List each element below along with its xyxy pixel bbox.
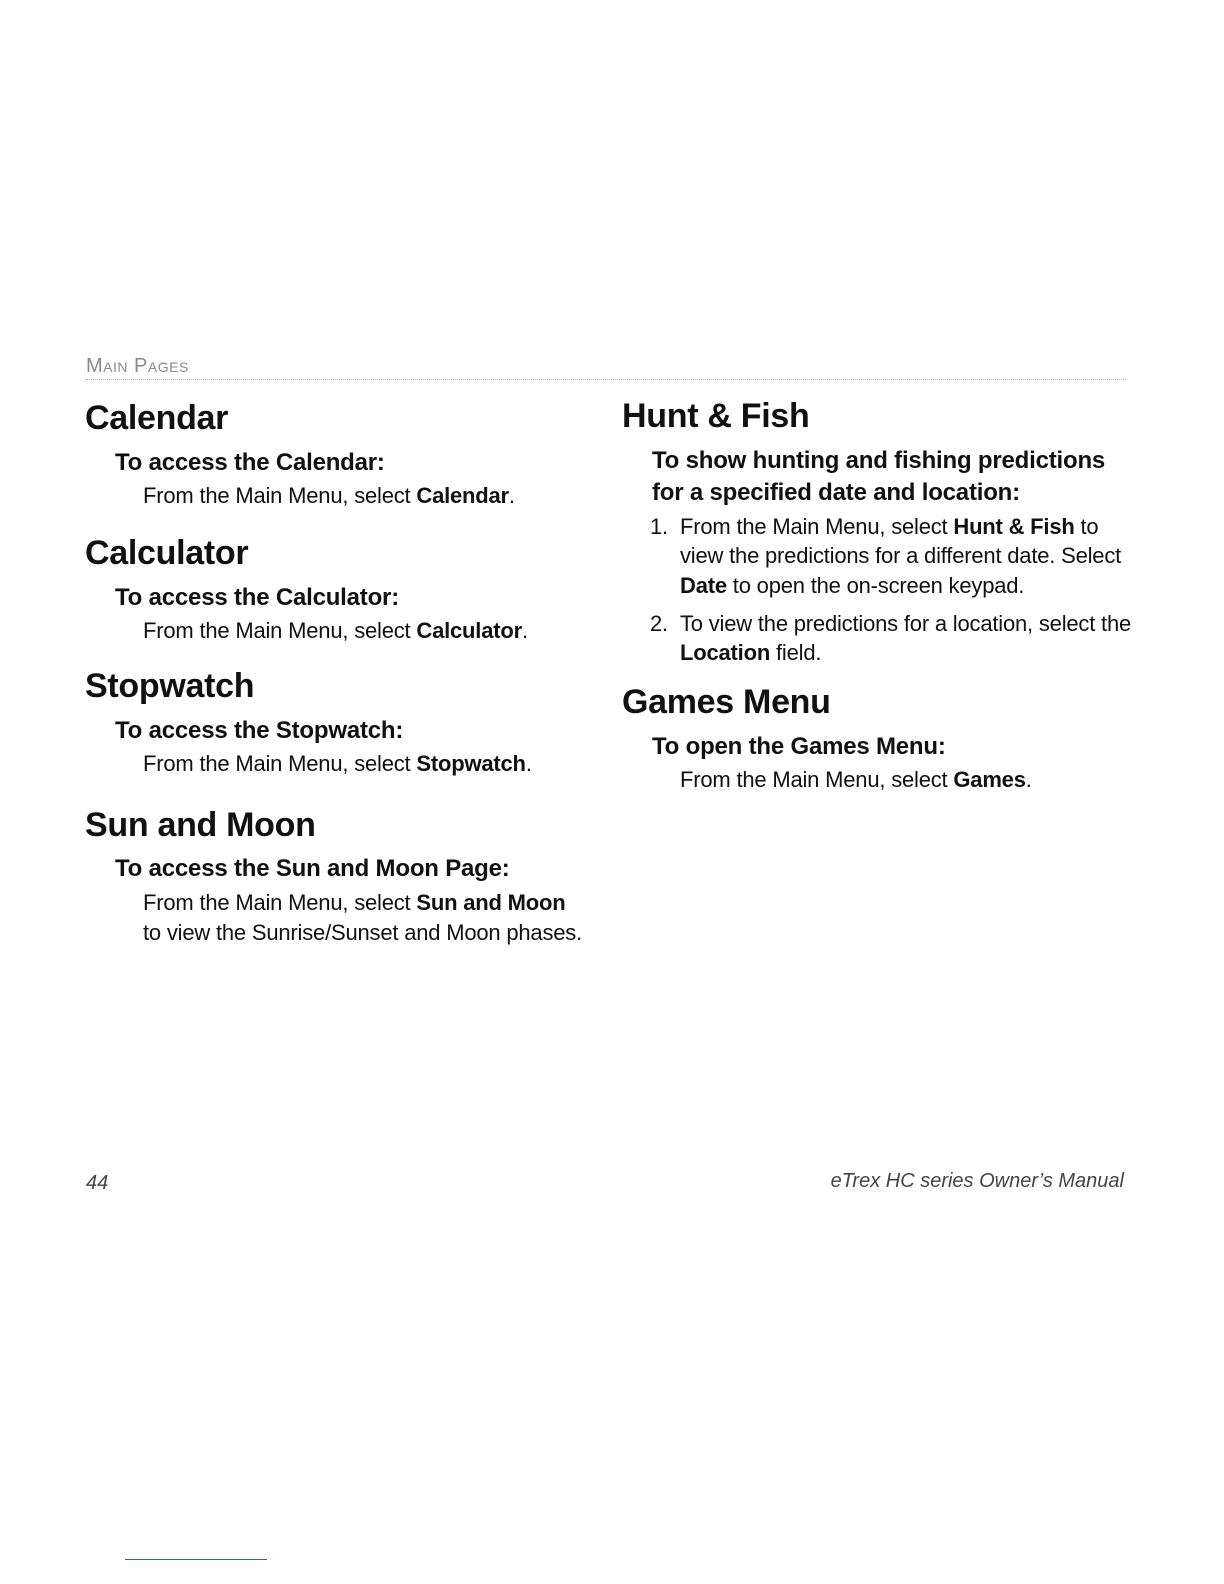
sun-moon-subheading: To access the Sun and Moon Page: <box>115 855 510 883</box>
sun-moon-section <box>85 805 585 948</box>
hunt-fish-section <box>622 396 1137 668</box>
calculator-heading: Calculator <box>85 533 249 572</box>
stopwatch-instructions: From the Main Menu, select Stopwatch. <box>143 750 532 776</box>
stopwatch-subheading: To access the Stopwatch: <box>115 716 404 744</box>
games-instructions: From the Main Menu, select Games. <box>680 767 1032 793</box>
sun-moon-heading: Sun and Moon <box>85 805 316 844</box>
games-section <box>622 682 1137 795</box>
header-divider <box>86 379 1126 380</box>
calendar-section <box>85 398 585 511</box>
running-head: Main Pages <box>86 355 189 377</box>
hunt-fish-heading: Hunt & Fish <box>622 397 810 435</box>
calendar-heading: Calendar <box>85 399 229 437</box>
right-column <box>622 396 1137 813</box>
sun-moon-instructions: From the Main Menu, select Sun and Moon to view the Sunrise/Sunset and Moon phases. <box>143 889 583 945</box>
hunt-fish-steps <box>650 512 1137 668</box>
list-item: 1. From the Main Menu, select Hunt & Fish to view the predictions for a different date. Select Date to open the on-screen keypad. <box>650 513 1122 598</box>
games-subheading: To open the Games Menu: <box>652 732 946 760</box>
page-number: 44 <box>86 1172 109 1194</box>
stopwatch-section <box>85 666 585 779</box>
bottom-divider <box>125 1559 267 1560</box>
calculator-subheading: To access the Calculator: <box>115 583 399 611</box>
list-item: 2. To view the predictions for a location, select the Location field. <box>650 610 1132 666</box>
calculator-instructions: From the Main Menu, select Calculator. <box>143 618 528 644</box>
manual-title: eTrex HC series Owner’s Manual <box>830 1170 1124 1192</box>
calendar-subheading: To access the Calendar: <box>115 448 385 476</box>
left-column <box>85 398 585 965</box>
hunt-fish-subheading: To show hunting and fishing predictions for a specified date and location: <box>652 446 1106 507</box>
stopwatch-heading: Stopwatch <box>85 666 255 705</box>
calendar-instructions: From the Main Menu, select Calendar. <box>143 483 515 509</box>
games-heading: Games Menu <box>622 683 831 722</box>
calculator-section <box>85 533 585 646</box>
